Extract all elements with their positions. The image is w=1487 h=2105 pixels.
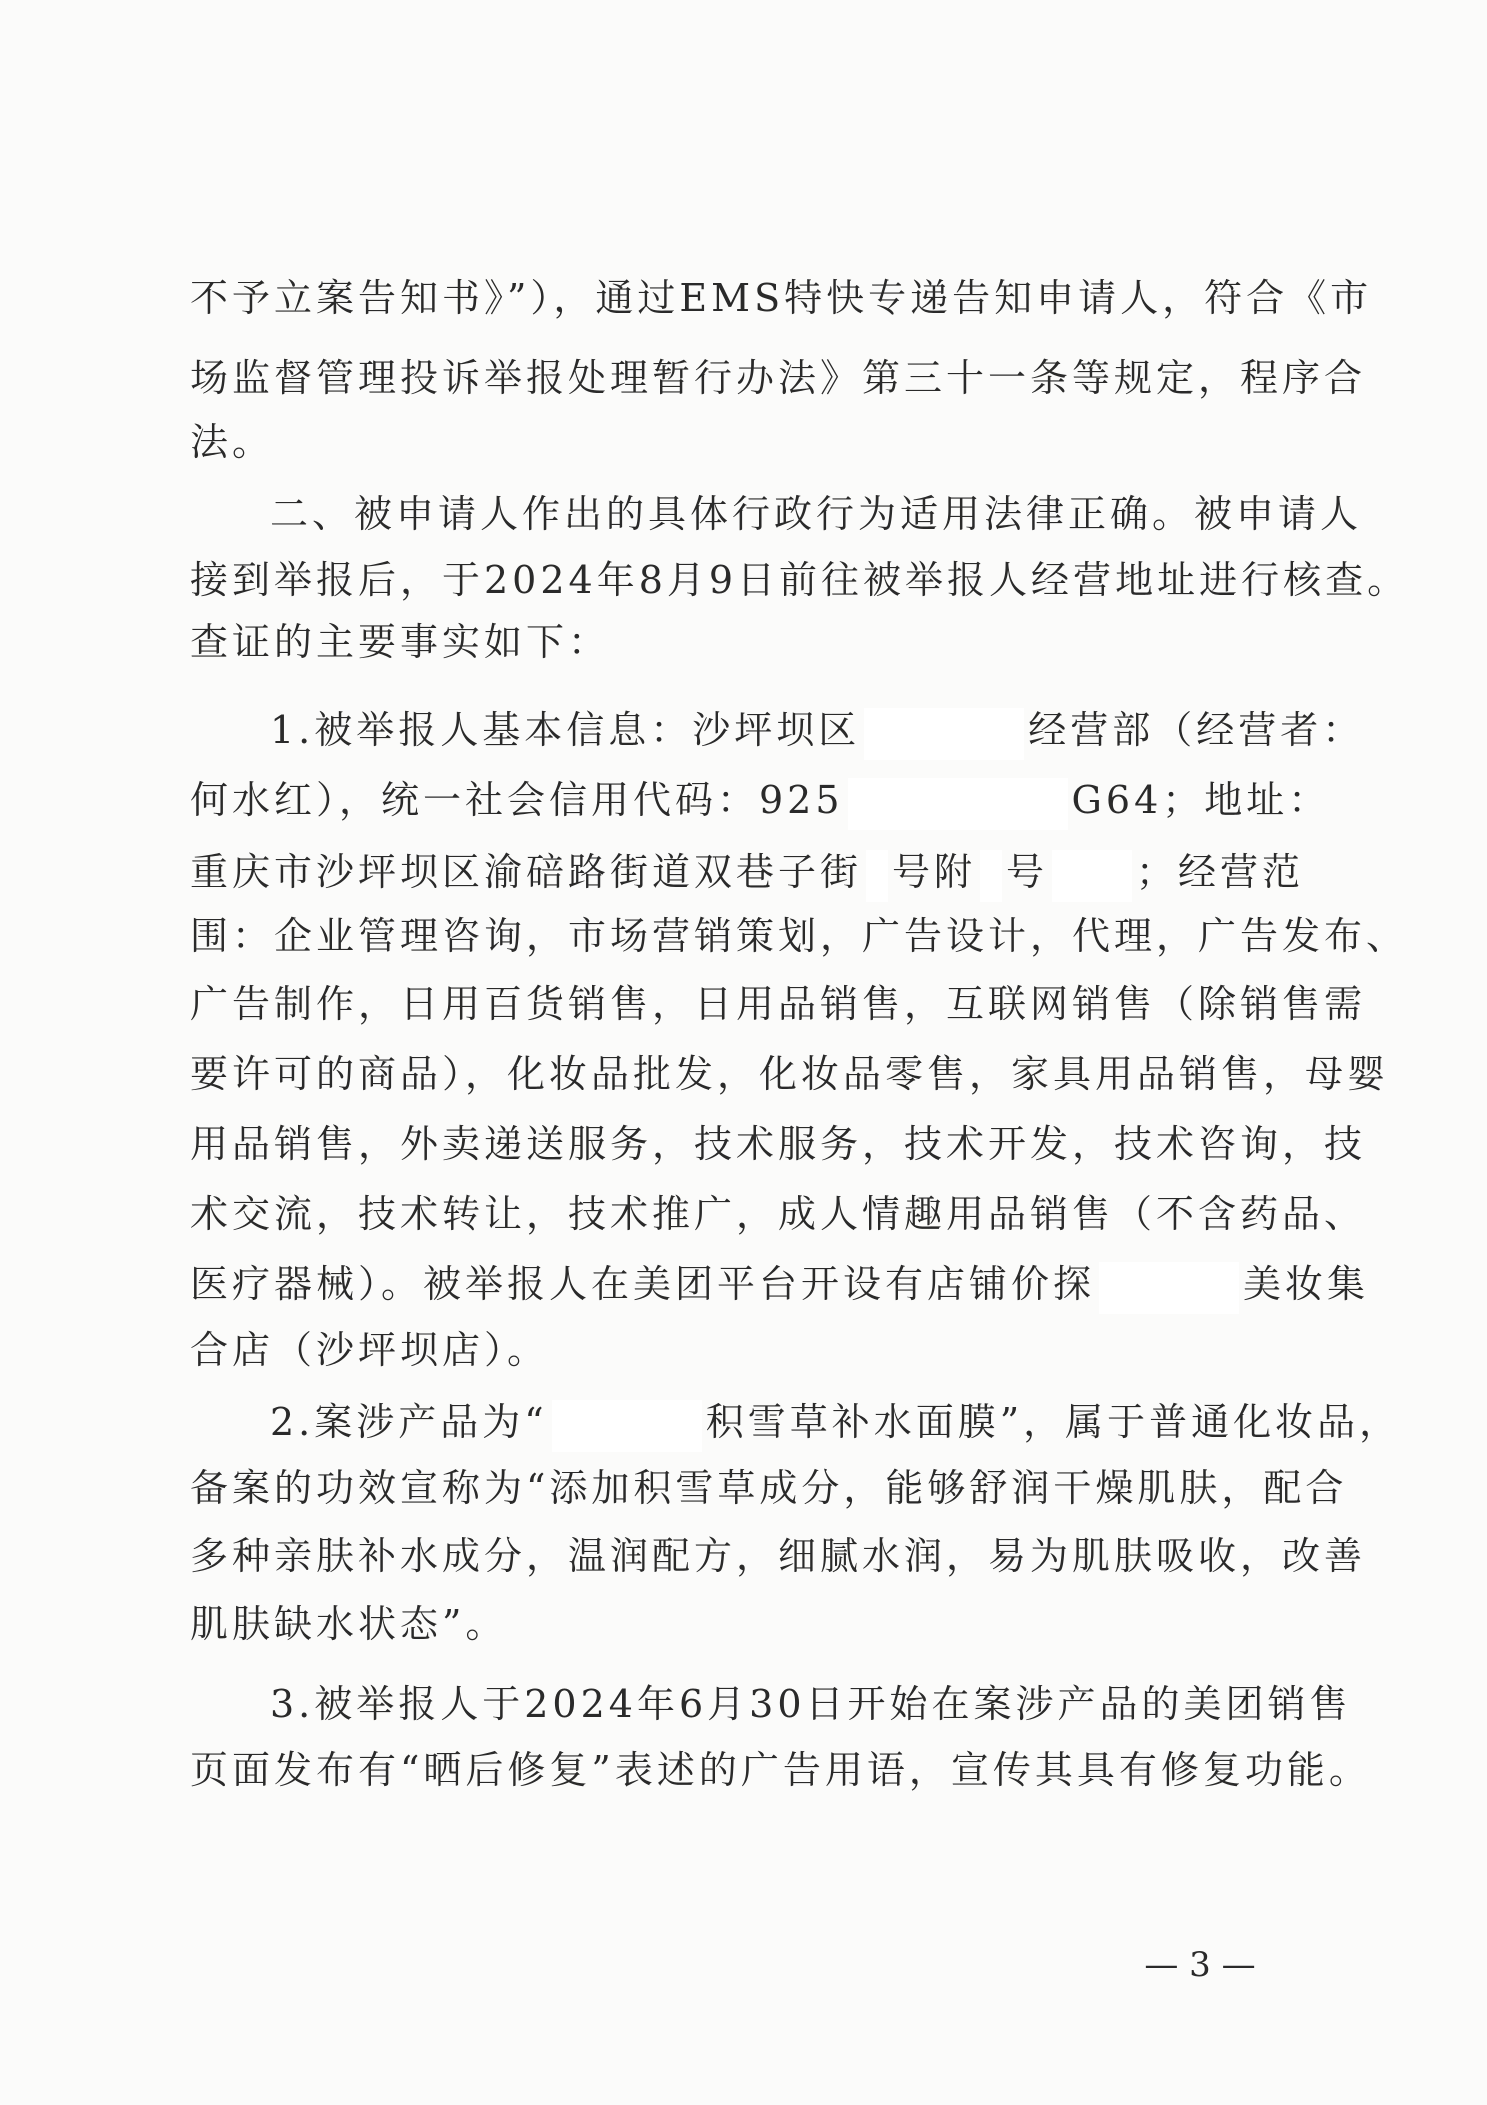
redaction-box	[848, 778, 1068, 830]
text-fragment: ；经营范	[1136, 850, 1305, 894]
redaction-box	[980, 850, 1002, 902]
text-line	[190, 770, 1331, 830]
text-line: 二、被申请人作出的具体行政行为适用法律正确。被申请人	[270, 492, 1363, 536]
text-fragment: 2.案涉产品为“	[270, 1400, 548, 1444]
redaction-box	[866, 850, 888, 902]
text-line: 围：企业管理咨询，市场营销策划，广告设计，代理，广告发布、	[190, 914, 1409, 958]
text-fragment: 积雪草补水面膜”，属于普通化妆品，	[705, 1400, 1402, 1444]
text-line	[190, 842, 1310, 902]
text-fragment: 号	[1006, 850, 1049, 894]
text-line: 3.被举报人于2024年6月30日开始在案涉产品的美团销售	[270, 1682, 1352, 1726]
page-number: — 3 —	[1144, 1945, 1256, 1985]
text-line	[270, 700, 1365, 760]
text-fragment: 1.被举报人基本信息：沙坪坝区	[270, 708, 861, 752]
redaction-box	[1052, 850, 1132, 902]
text-line: 备案的功效宣称为“添加积雪草成分，能够舒润干燥肌肤，配合	[190, 1466, 1348, 1510]
text-line: 法。	[190, 420, 275, 464]
redaction-box	[552, 1400, 702, 1452]
redaction-box	[864, 708, 1024, 760]
redaction-box	[1099, 1262, 1239, 1314]
text-fragment: G64；地址：	[1071, 778, 1331, 822]
text-fragment: 号附	[892, 850, 977, 894]
text-line	[270, 1392, 1402, 1452]
text-fragment: 重庆市沙坪坝区渝碚路街道双巷子街	[190, 850, 863, 894]
text-line: 多种亲肤补水成分，温润配方，细腻水润，易为肌肤吸收，改善	[190, 1534, 1367, 1578]
text-line: 接到举报后，于2024年8月9日前往被举报人经营地址进行核查。	[190, 558, 1410, 602]
text-line: 不予立案告知书》”），通过EMS特快专递告知申请人，符合《市	[190, 276, 1373, 320]
text-fragment: 美妆集	[1243, 1262, 1370, 1306]
text-line: 用品销售，外卖递送服务，技术服务，技术开发，技术咨询，技	[190, 1122, 1367, 1166]
text-line	[190, 1254, 1370, 1314]
text-line: 合店（沙坪坝店）。	[190, 1328, 550, 1372]
text-fragment: 医疗器械）。被举报人在美团平台开设有店铺价探	[190, 1262, 1096, 1306]
text-line: 广告制作，日用百货销售，日用品销售，互联网销售（除销售需	[190, 982, 1367, 1026]
text-line: 要许可的商品），化妆品批发，化妆品零售，家具用品销售，母婴	[190, 1052, 1390, 1096]
text-line: 查证的主要事实如下：	[190, 620, 611, 664]
text-line: 场监督管理投诉举报处理暂行办法》第三十一条等规定，程序合	[190, 356, 1367, 400]
text-fragment: 何水红），统一社会信用代码：925	[190, 778, 844, 822]
text-line: 术交流，技术转让，技术推广，成人情趣用品销售（不含药品、	[190, 1192, 1367, 1236]
text-line: 页面发布有“晒后修复”表述的广告用语，宣传其具有修复功能。	[190, 1748, 1371, 1792]
text-fragment: 经营部（经营者：	[1028, 708, 1365, 752]
text-line: 肌肤缺水状态”。	[190, 1602, 508, 1646]
